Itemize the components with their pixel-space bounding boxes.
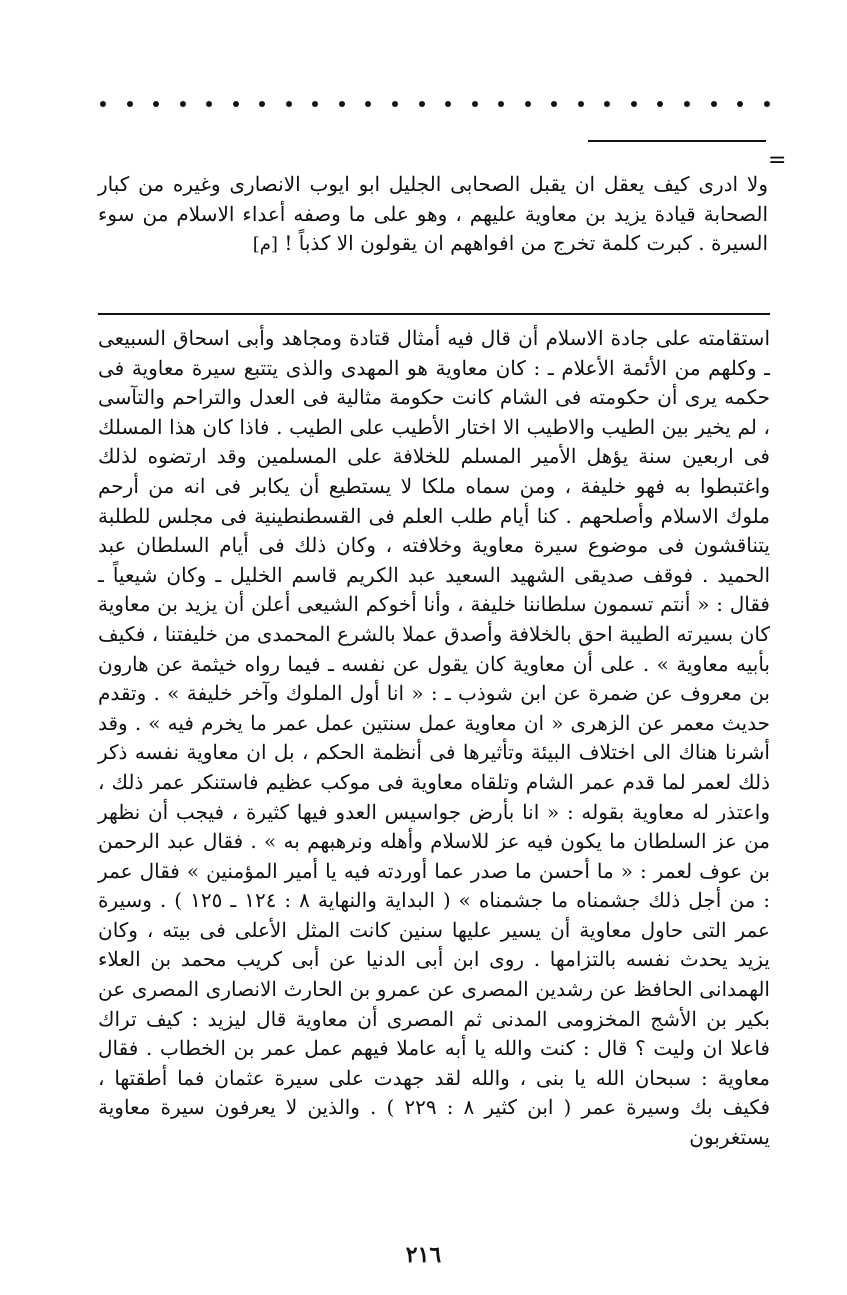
- ornament-dot: [100, 101, 106, 107]
- ornament-dot: [445, 101, 451, 107]
- ornament-dot: [339, 101, 345, 107]
- ornament-dot: [472, 101, 478, 107]
- footnote-divider: [588, 140, 766, 142]
- section-divider: [98, 313, 770, 315]
- ornament-dot: [312, 101, 318, 107]
- footnote-text: [98, 170, 768, 260]
- ornament-dot: [551, 101, 557, 107]
- ornament-dot: [604, 101, 610, 107]
- ornament-dot: [764, 101, 770, 107]
- ornament-dot: [392, 101, 398, 107]
- ornament-dot: [127, 101, 133, 107]
- ornament-dot: [525, 101, 531, 107]
- page-number: ٢١٦: [405, 1242, 442, 1268]
- ornament-dot: [259, 101, 265, 107]
- footnote-reference: [م]: [252, 234, 278, 255]
- ornament-dot: [631, 101, 637, 107]
- ornament-dot: [578, 101, 584, 107]
- ornament-dot: [180, 101, 186, 107]
- ornament-dot: [206, 101, 212, 107]
- ornament-dot: [684, 101, 690, 107]
- ornament-dot: [737, 101, 743, 107]
- ornament-dot: [286, 101, 292, 107]
- ornament-dot: [233, 101, 239, 107]
- ornament-dot: [153, 101, 159, 107]
- main-body-text: استقامته على جادة الاسلام أن قال فيه أمثال قتادة ومجاهد وأبى اسحاق السبيعى ـ وكلهم من الأئمة الأعلام ـ : كان معاوية هو المهدى والذى يتتبع سيرة معاوية فى حكمه يرى أن حكومته فى الشام كانت حكومة مثالية فى العدل والتراحم والتآسى ، لم يخير بين الطيب والاطيب الا اختار الأطيب على الطيب . فاذا كان هذا المسلك فى اربعين سنة يؤهل الأمير المسلم للخلافة على المسلمين وقد ارتضوه لذلك واغتبطوا به فهو خليفة ، ومن سماه ملكا لا يستطيع أن يكابر فى انه من أرحم ملوك الاسلام وأصلحهم . كنا أيام طلب العلم فى القسطنطينية فى مجلس للطلبة يتناقشون فى موضوع سيرة معاوية وخلافته ، وكان ذلك فى أيام السلطان عبد الحميد . فوقف صديقى الشهيد السعيد عبد الكريم قاسم الخليل ـ وكان شيعياً ـ فقال : « أنتم تسمون سلطاننا خليفة ، وأنا أخوكم الشيعى أعلن أن يزيد بن معاوية كان بسيرته الطيبة احق بالخلافة وأصدق عملا بالشرع المحمدى من خليفتنا ، فكيف بأبيه معاوية » . على أن معاوية كان يقول عن نفسه ـ فيما رواه خيثمة عن هارون بن معروف عن ضمرة عن ابن شوذب ـ : « انا أول الملوك وآخر خليفة » . وتقدم حديث معمر عن الزهرى « ان معاوية عمل سنتين عمل عمر ما يخرم فيه » . وقد أشرنا هناك الى اختلاف البيئة وتأثيرها فى أنظمة الحكم ، بل ان معاوية نفسه ذكر ذلك لعمر لما قدم عمر الشام وتلقاه معاوية فى موكب عظيم فاستنكر عمر ذلك ، واعتذر له معاوية بقوله : « انا بأرض جواسيس العدو فيها كثيرة ، فيجب أن نظهر من عز السلطان ما يكون فيه عز للاسلام وأهله ونرهبهم به » . فقال عبد الرحمن بن عوف لعمر : « ما أحسن ما صدر عما أوردته فيه يا أمير المؤمنين » فقال عمر : من أجل ذلك جشمناه ما جشمناه » ( البداية والنهاية ٨ : ١٢٤ ـ ١٢٥ ) . وسيرة عمر التى حاول معاوية أن يسير عليها سنين كانت المثل الأعلى فى بيته ، وكان يزيد يحدث نفسه بالتزامها . روى ابن أبى الدنيا عن أبى كريب محمد بن العلاء الهمدانى الحافظ عن رشدين المصرى عن عمرو بن الحارث الانصارى المصرى عن بكير بن الأشج المخزومى المدنى ثم المصرى أن معاوية قال ليزيد : كيف تراك فاعلا ان وليت ؟ قال : كنت والله يا أبه عاملا فيهم عمل عمر بن الخطاب . فقال معاوية : سبحان الله يا بنى ، والله لقد جهدت على سيرة عثمان فما أطقتها ، فكيف بك وسيرة عمر ( ابن كثير ٨ : ٢٢٩ ) . والذين لا يعرفون سيرة معاوية يستغربون: [98, 326, 771, 1150]
- ornament-dot: [419, 101, 425, 107]
- continuation-mark: =: [768, 148, 787, 173]
- ornament-dot: [498, 101, 504, 107]
- ornamental-dot-row: [100, 96, 770, 112]
- ornament-dot: [711, 101, 717, 107]
- footnote-body: ولا ادرى كيف يعقل ان يقبل الصحابى الجليل ابو ايوب الانصارى وغيره من كبار الصحابة قيادة يزيد بن معاوية عليهم ، وهو على ما وصفه أعداء الاسلام من سوء السيرة . كبرت كلمة تخرج من افواههم ان يقولون الا كذباً !: [98, 172, 768, 255]
- ornament-dot: [365, 101, 371, 107]
- ornament-dot: [657, 101, 663, 107]
